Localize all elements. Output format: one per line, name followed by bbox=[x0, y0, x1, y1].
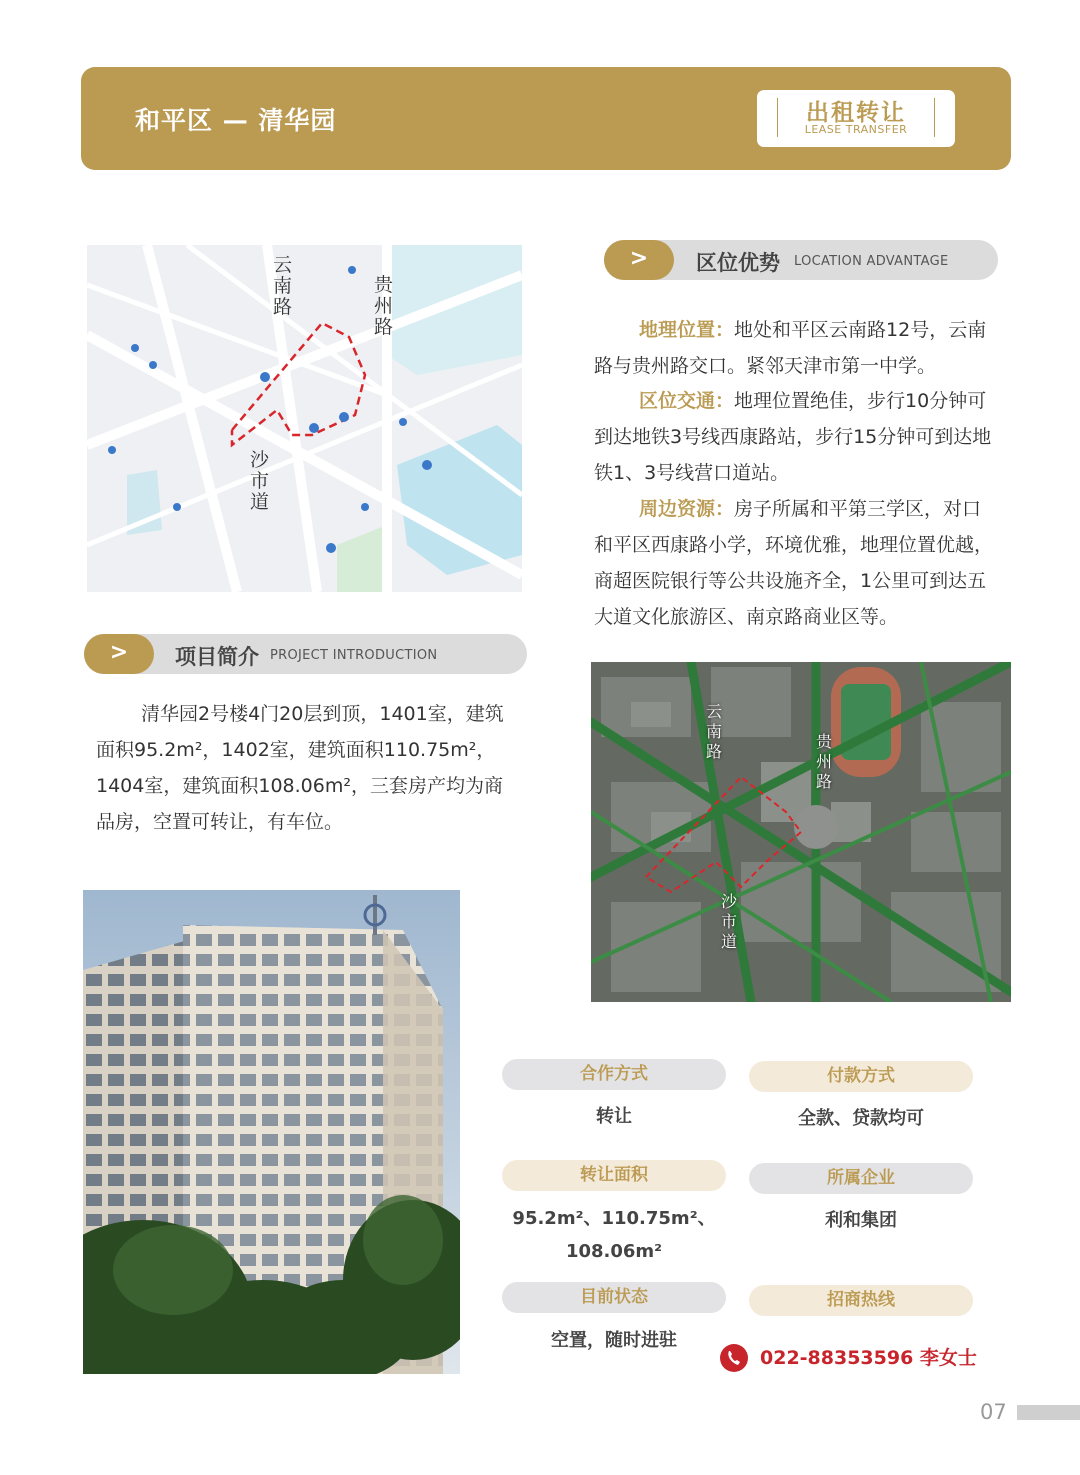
phone-icon bbox=[720, 1344, 748, 1372]
location-label-1: 地理位置： bbox=[639, 319, 735, 341]
location-text-1: 地处和平区云南路12号，云南路与贵州路交口。紧邻天津市第一中学。 bbox=[594, 319, 987, 377]
badge-title-en: LEASE TRANSFER bbox=[804, 123, 908, 136]
lease-transfer-badge bbox=[757, 90, 955, 147]
aerial-graphic bbox=[591, 662, 1011, 1002]
map-label-guizhou-road: 贵州路 bbox=[374, 274, 394, 338]
project-heading-en: PROJECT INTRODUCTION bbox=[270, 648, 438, 663]
chevron-right-icon: > bbox=[604, 240, 674, 280]
project-intro-header bbox=[84, 634, 527, 674]
page-number: 07 bbox=[980, 1400, 1007, 1424]
location-paragraph-1 bbox=[594, 312, 1000, 384]
project-intro-paragraph bbox=[96, 696, 521, 840]
project-intro-text: 清华园2号楼4门20层到顶，1401室，建筑面积95.2m²，1402室，建筑面积110.75m²，1404室，建筑面积108.06m²，三套房产均为商品房，空置可转让，有车位。 bbox=[96, 703, 504, 833]
badge-title-cn: 出租转让 bbox=[806, 100, 906, 126]
hotline-value[interactable]: 022-88353596 李女士 bbox=[760, 1347, 977, 1369]
aerial-label-shashi-road: 沙市道 bbox=[721, 892, 738, 951]
aerial-label-yunnan-road: 云南路 bbox=[706, 702, 723, 761]
location-text-2: 地理位置绝佳，步行10分钟可到达地铁3号线西康路站，步行15分钟可到达地铁1、3号线营口道站。 bbox=[594, 390, 992, 484]
location-label-2: 区位交通： bbox=[639, 390, 735, 412]
building-graphic bbox=[83, 890, 460, 1374]
transfer-area-value-1: 95.2m²、110.75m²、 bbox=[512, 1208, 716, 1229]
location-heading-cn: 区位优势 bbox=[696, 251, 780, 275]
aerial-photo bbox=[591, 662, 1011, 1002]
payment-label: 付款方式 bbox=[749, 1061, 973, 1092]
page-number-bar bbox=[1017, 1405, 1080, 1420]
map-graphic bbox=[87, 245, 522, 592]
status-value: 空置，随时进驻 bbox=[551, 1330, 677, 1351]
location-map bbox=[87, 245, 522, 592]
company-value: 利和集团 bbox=[825, 1210, 897, 1231]
cooperation-value: 转让 bbox=[596, 1106, 632, 1127]
transfer-area-value-2: 108.06m² bbox=[565, 1241, 663, 1262]
header-band bbox=[81, 67, 1011, 170]
project-heading-cn: 项目简介 bbox=[175, 645, 259, 669]
map-label-shashi-road: 沙市道 bbox=[250, 449, 270, 513]
payment-value: 全款、贷款均可 bbox=[798, 1108, 924, 1129]
page-title: 和平区 — 清华园 bbox=[135, 106, 337, 135]
map-label-yunnan-road: 云南路 bbox=[273, 254, 293, 318]
location-advantage-header bbox=[604, 240, 998, 280]
location-label-3: 周边资源： bbox=[639, 498, 735, 520]
hotline-label: 招商热线 bbox=[749, 1285, 973, 1316]
location-paragraph-3 bbox=[594, 491, 1000, 635]
location-paragraph-2 bbox=[594, 383, 1000, 491]
location-heading-en: LOCATION ADVANTAGE bbox=[794, 254, 949, 269]
company-label: 所属企业 bbox=[749, 1163, 973, 1194]
chevron-right-icon: > bbox=[84, 634, 154, 674]
status-label: 目前状态 bbox=[502, 1282, 726, 1313]
location-text-3: 房子所属和平第三学区，对口和平区西康路小学，环境优雅，地理位置优越，商超医院银行等公共设施齐全，1公里可到达五大道文化旅游区、南京路商业区等。 bbox=[594, 498, 994, 628]
transfer-area-label: 转让面积 bbox=[502, 1160, 726, 1191]
cooperation-label: 合作方式 bbox=[502, 1059, 726, 1090]
aerial-label-guizhou-road: 贵州路 bbox=[816, 732, 833, 791]
building-photo bbox=[83, 890, 460, 1374]
